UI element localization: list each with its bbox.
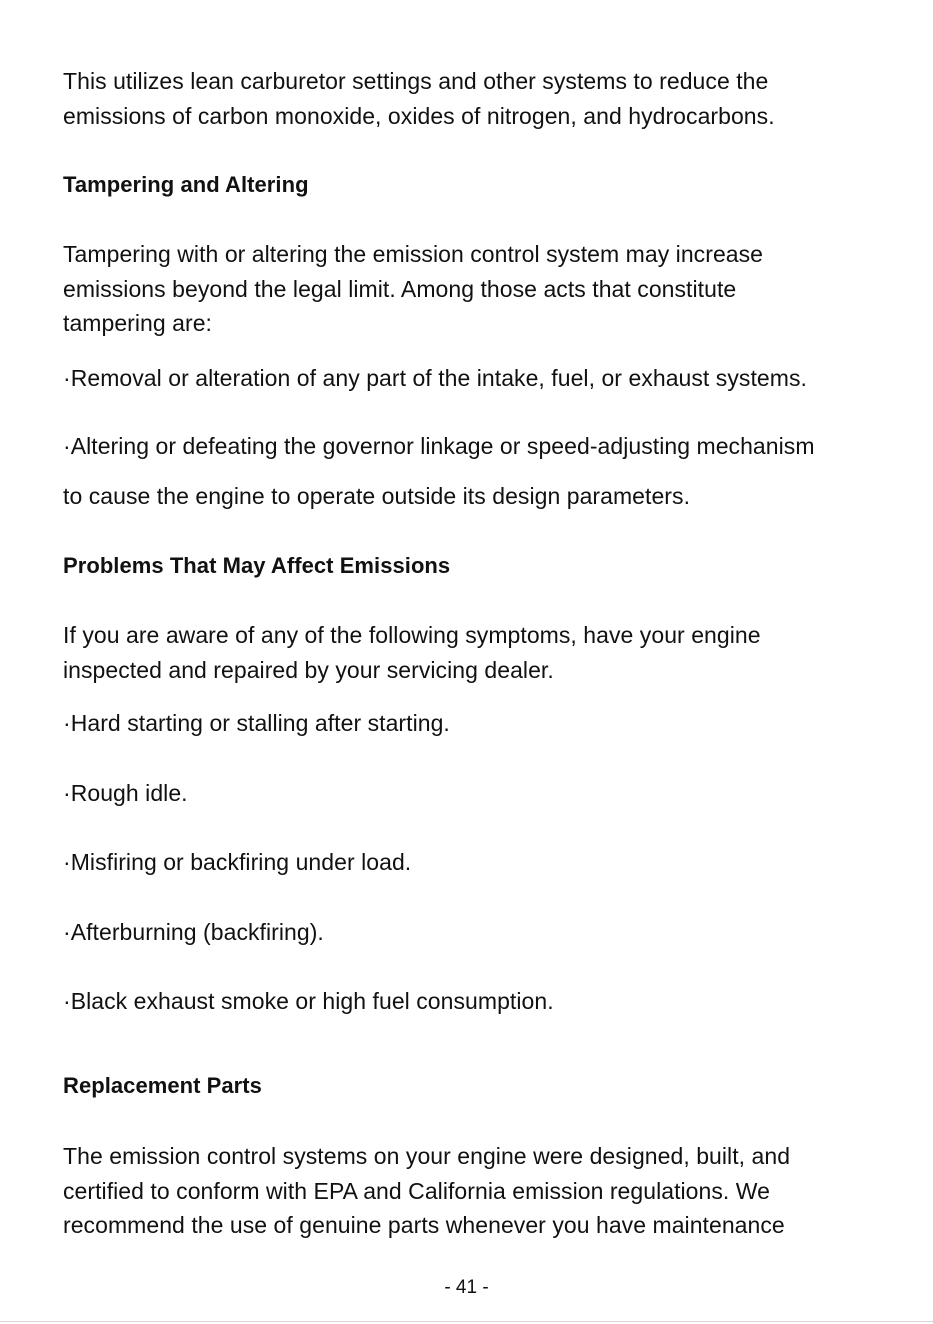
tampering-bullet-2-line-1: ·Altering or defeating the governor linkage or speed-adjusting mechanism [63, 433, 815, 459]
symptom-list-item: ·Rough idle. [63, 780, 188, 806]
tampering-para-line-1: Tampering with or altering the emission control system may increase [63, 241, 764, 267]
replacement-para-line-1: The emission control systems on your engine were designed, built, and [63, 1143, 791, 1169]
heading-tampering: Tampering and Altering [63, 172, 309, 197]
intro-line-2: emissions of carbon monoxide, oxides of nitrogen, and hydrocarbons. [63, 103, 775, 129]
heading-replacement-parts: Replacement Parts [63, 1073, 262, 1098]
tampering-para-line-2: emissions beyond the legal limit. Among those acts that constitute [63, 276, 737, 302]
tampering-bullet-1: ·Removal or alteration of any part of the intake, fuel, or exhaust systems. [63, 365, 807, 391]
tampering-bullet-2-line-2: to cause the engine to operate outside its design parameters. [63, 483, 691, 509]
problems-para-line-2: inspected and repaired by your servicing dealer. [63, 657, 554, 683]
symptom-list-item: ·Black exhaust smoke or high fuel consumption. [63, 988, 554, 1014]
tampering-para-line-3: tampering are: [63, 310, 212, 336]
replacement-para-line-2: certified to conform with EPA and California emission regulations. We [63, 1178, 770, 1204]
problems-para-line-1: If you are aware of any of the following symptoms, have your engine [63, 622, 761, 648]
symptom-list-item: ·Afterburning (backfiring). [63, 919, 324, 945]
page-number: - 41 - [444, 1277, 489, 1298]
heading-problems: Problems That May Affect Emissions [63, 553, 451, 578]
page-bottom-edge [0, 1321, 933, 1322]
replacement-para-line-3: recommend the use of genuine parts whenever you have maintenance [63, 1212, 785, 1238]
symptom-list-item: ·Hard starting or stalling after starting. [63, 710, 450, 736]
intro-line-1: This utilizes lean carburetor settings and other systems to reduce the [63, 68, 769, 94]
symptom-list-item: ·Misfiring or backfiring under load. [63, 849, 412, 875]
